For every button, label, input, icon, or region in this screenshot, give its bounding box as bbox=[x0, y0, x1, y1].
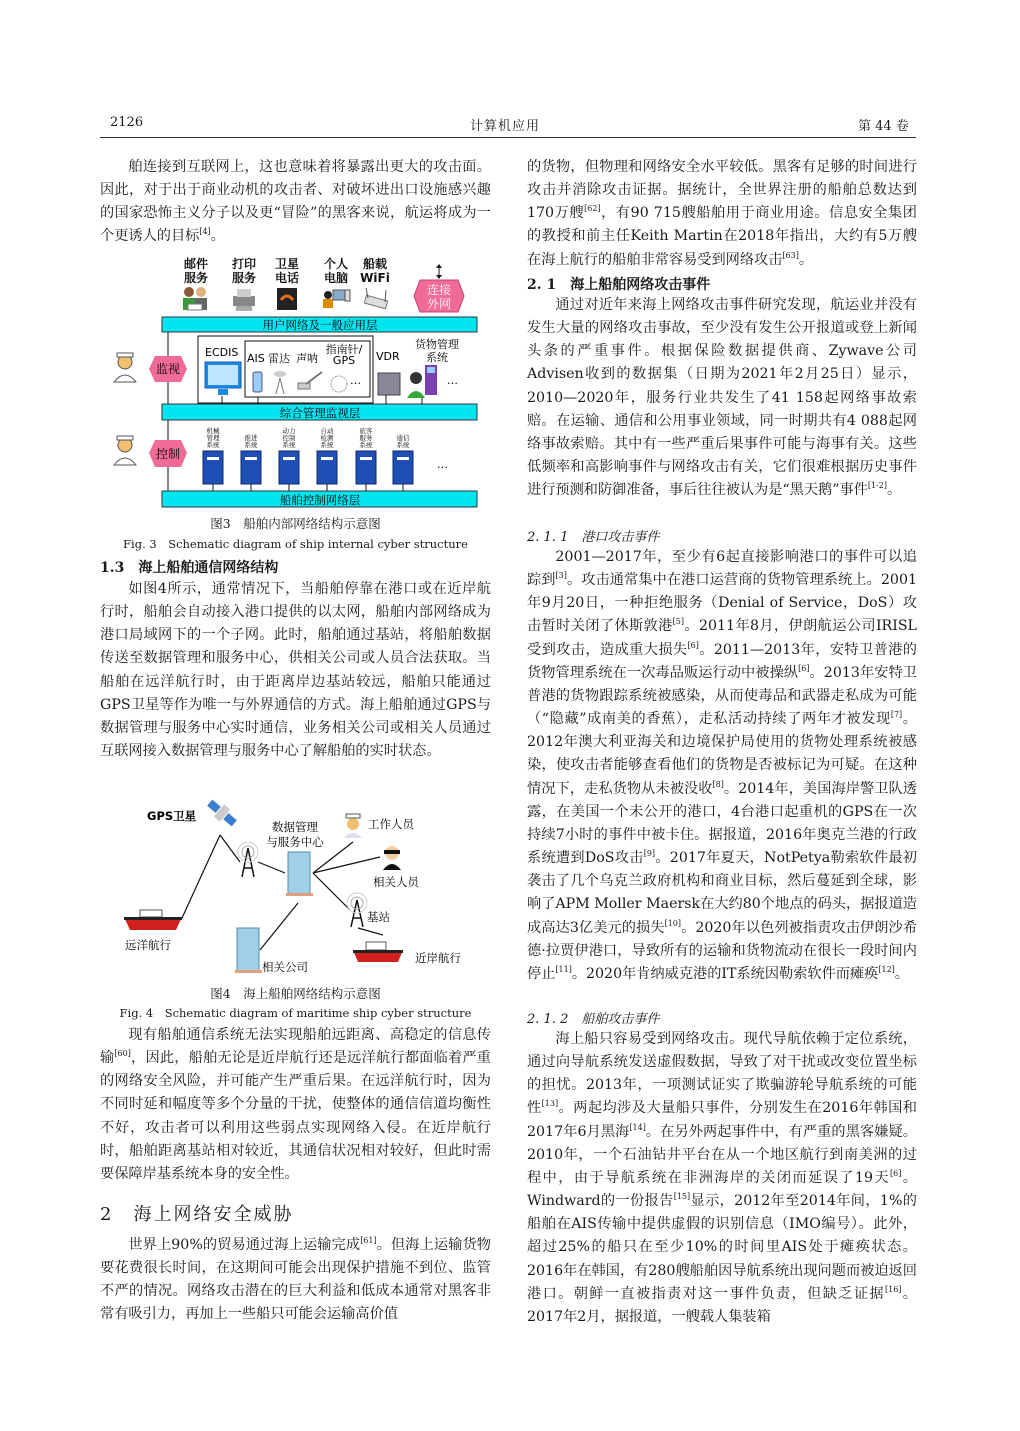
citation[interactable]: [15] bbox=[673, 1192, 691, 1202]
paragraph-text: 。2011—2013年，安特卫普港的货物管理系统在一次毒品贩运行动中被操纵 bbox=[527, 641, 917, 681]
ellipsis: … bbox=[350, 374, 361, 387]
coastal-voyage-label: 近岸航行 bbox=[415, 951, 461, 965]
compass-label-2: GPS bbox=[332, 354, 356, 367]
system-label: 系统 bbox=[206, 441, 220, 449]
citation[interactable]: [6] bbox=[890, 1168, 902, 1178]
external-label-2: 外网 bbox=[426, 297, 452, 311]
worker-label: 工作人员 bbox=[368, 817, 414, 831]
paragraph-text: 。2017年夏天，NotPetya勒索软件最初袭击了几个乌克兰政府机构和商业目标，然后蔓延到全球，影响了APM Moller Maersk在大约80个地点的码头，据报道造成高达3亿美元的损失 bbox=[527, 850, 917, 936]
related-person-label: 相关人员 bbox=[373, 875, 419, 889]
layer-user-label: 用户网络及一般应用层 bbox=[262, 318, 378, 332]
paragraph bbox=[100, 1234, 491, 1327]
radar-label: 雷达 bbox=[268, 352, 290, 365]
journal-name: 计算机应用 bbox=[470, 119, 541, 134]
paragraph-text: 。 bbox=[886, 482, 902, 499]
label-wifi: 船载 bbox=[362, 257, 388, 271]
citation[interactable]: [1-2] bbox=[867, 481, 887, 491]
system-label: 系统 bbox=[282, 441, 296, 449]
label-satphone: 卫星 bbox=[274, 257, 300, 271]
system-label: 自动 bbox=[320, 427, 334, 435]
citation[interactable]: [14] bbox=[629, 1122, 646, 1132]
citation[interactable]: [11] bbox=[555, 964, 572, 974]
citation[interactable]: [61] bbox=[360, 1236, 377, 1245]
control-label: 控制 bbox=[155, 447, 181, 461]
volume: 第 44 卷 bbox=[858, 119, 909, 134]
paragraph-text: 。2011年8月，伊朗航运公司IRISL受到攻击，造成重大损失 bbox=[527, 618, 917, 658]
tower-icon bbox=[238, 842, 258, 877]
paragraph-text: 。 bbox=[798, 251, 814, 268]
citation[interactable]: [9] bbox=[643, 849, 656, 859]
system-label: 推进 bbox=[244, 434, 258, 442]
vdr-label: VDR bbox=[376, 350, 400, 363]
cargo-label: 货物管理 bbox=[415, 338, 459, 351]
label-pc: 个人 bbox=[323, 257, 349, 271]
figure-3-caption: 图3 船舶内部网络结构示意图 bbox=[210, 516, 381, 531]
paragraph-text: 的货物，但物理和网络安全水平较低。黑客有足够的时间进行攻击并消除攻击证据。据统计，全世界注册的船舶总数达到170万艘 bbox=[527, 159, 917, 222]
paragraph-text: 。2017年2月，据报道，一艘载人集装箱 bbox=[527, 1285, 917, 1325]
worker-icon bbox=[344, 814, 362, 838]
ellipsis: … bbox=[437, 458, 448, 471]
base-station-label: 基站 bbox=[367, 910, 390, 924]
paragraph bbox=[527, 546, 917, 986]
paragraph-text: 。2020年肯纳威克港的IT系统因勒索软件而瘫痪 bbox=[571, 965, 879, 982]
label-mail-2: 服务 bbox=[183, 271, 209, 285]
system-label: 系统 bbox=[320, 441, 334, 449]
layer-control-label: 船舶控制网络层 bbox=[279, 493, 361, 507]
sonar-label: 声呐 bbox=[296, 352, 318, 365]
label-pc-2: 电脑 bbox=[323, 271, 349, 285]
system-label: 管理 bbox=[206, 434, 220, 442]
citation[interactable]: [7] bbox=[890, 710, 903, 720]
paragraph bbox=[527, 1028, 917, 1329]
paragraph bbox=[527, 156, 917, 272]
company-label: 相关公司 bbox=[262, 960, 308, 974]
paragraph bbox=[100, 1024, 491, 1186]
figure-4-caption: 图4 海上船舶网络结构示意图 bbox=[210, 986, 381, 1001]
figure-3-caption-en: Fig. 3 Schematic diagram of ship internal cyber structure bbox=[123, 537, 468, 551]
monitor-label: 监视 bbox=[155, 362, 181, 376]
satellite-icon bbox=[205, 797, 240, 830]
paragraph-text: 世界上90%的贸易通过海上运输完成 bbox=[128, 1237, 361, 1253]
citation[interactable]: [6] bbox=[687, 640, 699, 650]
paragraph-text: 现有船舶通信系统无法实现船舶远距离、高稳定的信息传输 bbox=[100, 1027, 491, 1067]
paragraph-text: 舶连接到互联网上，这也意味着将暴露出更大的攻击面。因此，对于出于商业动机的攻击者、对破坏进出口设施感兴趣的国家恐怖主义分子以及更“冒险”的黑客来说，航运将成为一个更诱人的目标 bbox=[100, 159, 491, 245]
paragraph bbox=[527, 294, 917, 502]
data-center-label: 数据管理 bbox=[272, 820, 318, 834]
paragraph-text: 海上船只容易受到网络攻击。现代导航依赖于定位系统，通过向导航系统发送虚假数据，导致了对干扰或改变位置坐标的担忧。2013年，一项测试证实了欺骗游轮导航系统的可能性 bbox=[527, 1031, 917, 1117]
paragraph-text: 。攻击通常集中在港口运营商的货物管理系统上。2001年9月20日，一种拒绝服务（Denial of Service，DoS）攻击暂时关闭了休斯敦港 bbox=[527, 572, 917, 635]
paragraph-text: 。2014年，美国海岸警卫队透露，在美国一个未公开的港口，4台港口起重机的GPS在一次持续7小时的事件中被卡住。据报道，2016年奥克兰港的行政系统遭到DoS攻击 bbox=[527, 780, 917, 867]
section-heading-2-1: 2. 1 海上船舶网络攻击事件 bbox=[527, 277, 711, 293]
paragraph-text: ，有90 715艘船舶用于商业用途。信息安全集团的教授和前主任Keith Martin在2018年指出，大约有5万艘在海上航行的船舶非常容易受到网络攻击 bbox=[527, 205, 917, 268]
base-station-icon bbox=[347, 893, 367, 927]
citation[interactable]: [63] bbox=[782, 250, 799, 260]
paragraph-text: 。在另外两起事件中，有严重的黑客嫌疑。2010年，一个石油钻井平台在从一个地区航行到南美洲的过程中，由于导航系统在非洲海岸的关闭而延误了19天 bbox=[527, 1123, 917, 1186]
system-label: 系统 bbox=[396, 441, 410, 449]
label-print-2: 服务 bbox=[231, 271, 257, 285]
citation[interactable]: [4] bbox=[199, 227, 211, 237]
system-label: 检测 bbox=[320, 434, 334, 442]
citation[interactable]: [10] bbox=[664, 918, 681, 928]
citation[interactable]: [62] bbox=[584, 204, 601, 214]
section-heading-2-1-1: 2. 1. 1 港口攻击事件 bbox=[527, 530, 660, 545]
ocean-voyage-label: 远洋航行 bbox=[125, 938, 171, 952]
ecdis-label: ECDIS bbox=[205, 346, 239, 359]
paragraph-text: 如图4所示，通常情况下，当船舶停靠在港口或在近岸航行时，船舶会自动接入港口提供的以太网，船舶内部网络成为港口局域网下的一个子网。此时，船舶通过基站，将船舶数据传送至数据管理和服务中心，供相关公司或人员合法获取。当船舶在远洋航行时，由于距离岸边基站较远，船舶只能通过GPS卫星等作为唯一与外界通信的方式。海上船舶通过GPS与数据管理与服务中心实时通信，业务相关公司或相关人员通过互联网接入数据管理与服务中心了解船舶的实时状态。 bbox=[100, 581, 491, 760]
paragraph-text: 。 bbox=[894, 965, 909, 982]
ocean-ship-icon bbox=[124, 910, 182, 930]
section-heading-2: 2 海上网络安全威胁 bbox=[100, 1204, 294, 1225]
hacker-icon bbox=[383, 846, 401, 870]
label-satphone-2: 电话 bbox=[274, 271, 300, 285]
label-mail: 邮件 bbox=[183, 257, 209, 271]
paragraph-text: 。但海上运输货物要花费很长时间，在这期间可能会出现保护措施不到位、监管不严的情况。网络攻击潜在的巨大利益和低成本通常对黑客非常有吸引力，再加上一些船只可能会运输高价值 bbox=[100, 1237, 491, 1323]
system-label: 旅客 bbox=[359, 427, 373, 435]
section-heading-1-3: 1.3 海上船舶通信网络结构 bbox=[100, 560, 279, 576]
system-label: 机械 bbox=[206, 427, 220, 435]
section-heading-2-1-2: 2. 1. 2 船舶攻击事件 bbox=[527, 1012, 660, 1027]
paragraph-text: 显示，2012年至2014年间，1%的船舶在AIS传输中提供虚假的识别信息（IMO编号）。此外，超过25%的船只在至少10%的时间里AIS处于瘫痪状态。2016年在韩国，有280艘船舶因导航系统出现问题而被迫返回港口。朝鲜一直被指责对这一事件负责，但缺乏证据 bbox=[527, 1193, 917, 1302]
layer-monitor-label: 综合管理监视层 bbox=[279, 406, 361, 420]
gps-label: GPS卫星 bbox=[147, 809, 197, 823]
coastal-ship-icon bbox=[353, 942, 403, 962]
paragraph-text: ，因此，船舶无论是近岸航行还是远洋航行都面临着严重的网络安全风险，并可能产生严重后果。在远洋航行时，因为不同时延和幅度等多个分量的干扰，使整体的通信信道均衡性不好，攻击者可以利用这些弱点实现网络入侵。在近岸航行时，船舶距离基站相对较近，其通信状况相对较好，但此时需要保障岸基系统本身的安全性。 bbox=[100, 1050, 491, 1182]
label-wifi-2: WiFi bbox=[360, 271, 390, 285]
citation[interactable]: [60] bbox=[114, 1049, 131, 1059]
system-label: 动力 bbox=[282, 427, 296, 435]
system-label: 系统 bbox=[244, 441, 258, 449]
citation[interactable]: [3] bbox=[555, 571, 567, 581]
system-label: 通信 bbox=[396, 434, 410, 442]
citation[interactable]: [13] bbox=[541, 1099, 559, 1109]
citation[interactable]: [6] bbox=[798, 663, 810, 673]
citation[interactable]: [12] bbox=[878, 964, 895, 974]
citation[interactable]: [16] bbox=[884, 1284, 902, 1294]
paragraph-text: 。2013年安特卫普港的货物跟踪系统被感染，从而使毒品和武器走私成为可能（“隐藏”成南美的香蕉），走私活动持续了两年才被发现 bbox=[527, 664, 917, 728]
paragraph-text: 。两起均涉及大量船只事件，分别发生在2016年韩国和2017年6月黑海 bbox=[527, 1100, 917, 1140]
paragraph-text: 通过对近年来海上网络攻击事件研究发现，航运业并没有发生大量的网络攻击事故，至少没有发生公开报道或登上新闻头条的严重事件。根据保险数据提供商、Zywave公司Advisen收到的数据集（日期为2021年2月25日）显示，2010—2020年，服务行业共发生了41 158起网络事故索赔。在运输、通信和公用事业领域，同一时期共有4 088起网络事故索赔。其中有一些严重后果事件可能与海事有关。这些低频率和高影响事件与网络攻击有关，它们很难根据历史事件进行预测和防御准备，事后往往被认为是“黑天鹅”事件 bbox=[527, 297, 917, 499]
citation[interactable]: [5] bbox=[672, 617, 685, 627]
label-print: 打印 bbox=[231, 257, 257, 271]
data-center-building-icon bbox=[286, 852, 313, 896]
external-label: 连接 bbox=[426, 283, 452, 297]
citation[interactable]: [8] bbox=[712, 779, 724, 789]
paragraph-text: 2001—2017年，至少有6起直接影响港口的事件可以追踪到 bbox=[527, 549, 917, 589]
paragraph-text: 。 bbox=[210, 228, 225, 245]
data-center-label-2: 与服务中心 bbox=[266, 835, 324, 849]
cargo-label-2: 系统 bbox=[426, 351, 448, 364]
system-label: 服务 bbox=[359, 434, 373, 442]
paragraph-text: 。2020年以色列被指责攻击伊朗沙希德·拉贾伊港口，导致所有的运输和货物流动在很长一段时间内停止 bbox=[527, 919, 918, 982]
figure-4-caption-en: Fig. 4 Schematic diagram of maritime ship cyber structure bbox=[119, 1006, 472, 1020]
system-label: 系统 bbox=[359, 441, 373, 449]
ellipsis: … bbox=[447, 374, 458, 387]
page-number: 2126 bbox=[110, 115, 144, 130]
paragraph-text: 。2012年澳大利亚海关和边境保护局使用的货物处理系统被感染，使攻击者能够查看他们的货物是否被标记为可疑。在这种情况下，走私货物从未被没收 bbox=[527, 711, 917, 797]
paragraph-text: 。Windward的一份报告 bbox=[527, 1169, 917, 1210]
compass-label: 指南针/ bbox=[325, 343, 363, 356]
company-building-icon bbox=[235, 928, 262, 973]
system-label: 控制 bbox=[282, 434, 296, 442]
ais-label: AIS bbox=[247, 352, 265, 365]
